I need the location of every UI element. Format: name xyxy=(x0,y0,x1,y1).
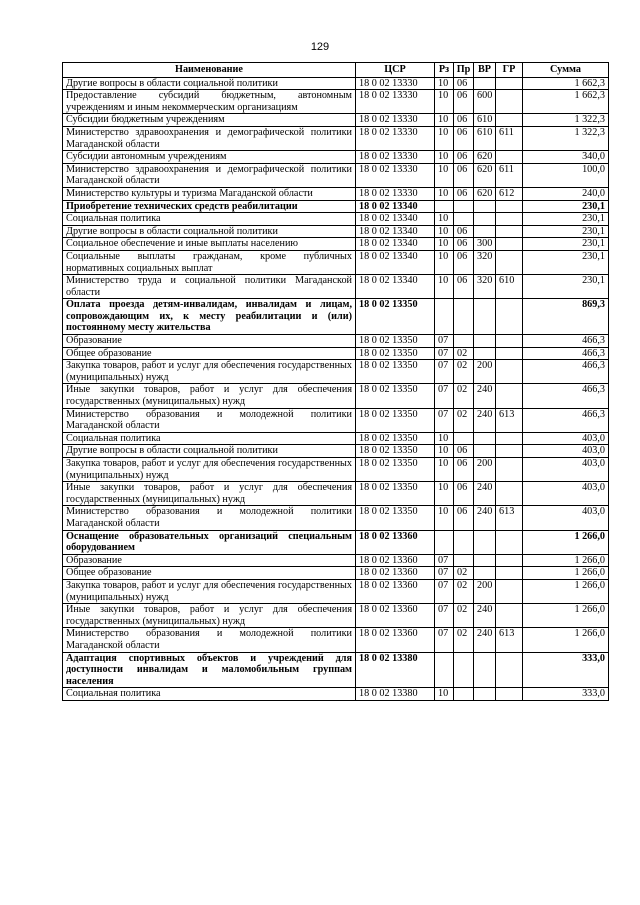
header-gr: ГР xyxy=(496,63,523,78)
cell-pr xyxy=(454,299,474,335)
cell-vr: 200 xyxy=(474,458,496,482)
cell-sum: 1 266,0 xyxy=(523,554,609,567)
cell-vr: 240 xyxy=(474,482,496,506)
cell-name: Министерство культуры и туризма Магаданской области xyxy=(63,187,356,200)
cell-rz: 10 xyxy=(435,225,454,238)
table-row xyxy=(63,187,609,200)
table-row xyxy=(63,347,609,360)
table-row xyxy=(63,299,609,335)
cell-gr xyxy=(496,90,523,114)
cell-gr xyxy=(496,604,523,628)
table-row xyxy=(63,200,609,213)
cell-rz xyxy=(435,652,454,688)
cell-csr: 18 0 02 13350 xyxy=(356,506,435,530)
cell-pr xyxy=(454,335,474,348)
cell-pr: 06 xyxy=(454,238,474,251)
cell-csr: 18 0 02 13340 xyxy=(356,275,435,299)
cell-sum: 230,1 xyxy=(523,225,609,238)
cell-name: Закупка товаров, работ и услуг для обеспечения государственных (муниципальных) нужд xyxy=(63,458,356,482)
cell-rz: 10 xyxy=(435,90,454,114)
cell-vr: 300 xyxy=(474,238,496,251)
cell-csr: 18 0 02 13340 xyxy=(356,200,435,213)
table-row xyxy=(63,151,609,164)
cell-vr xyxy=(474,688,496,701)
table-row xyxy=(63,506,609,530)
table-row xyxy=(63,579,609,603)
cell-csr: 18 0 02 13350 xyxy=(356,360,435,384)
cell-name: Общее образование xyxy=(63,347,356,360)
cell-sum: 403,0 xyxy=(523,458,609,482)
cell-csr: 18 0 02 13340 xyxy=(356,213,435,226)
cell-vr xyxy=(474,567,496,580)
cell-rz: 10 xyxy=(435,151,454,164)
cell-rz: 10 xyxy=(435,213,454,226)
table-body xyxy=(63,77,609,700)
cell-name: Иные закупки товаров, работ и услуг для обеспечения государственных (муниципальных) нужд xyxy=(63,482,356,506)
cell-sum: 1 266,0 xyxy=(523,628,609,652)
cell-rz: 07 xyxy=(435,567,454,580)
cell-name: Субсидии автономным учреждениям xyxy=(63,151,356,164)
cell-csr: 18 0 02 13380 xyxy=(356,688,435,701)
cell-name: Социальное обеспечение и иные выплаты населению xyxy=(63,238,356,251)
cell-rz: 10 xyxy=(435,250,454,274)
table-row xyxy=(63,458,609,482)
cell-name: Закупка товаров, работ и услуг для обеспечения государственных (муниципальных) нужд xyxy=(63,579,356,603)
cell-rz: 07 xyxy=(435,384,454,408)
cell-rz: 07 xyxy=(435,604,454,628)
cell-pr xyxy=(454,530,474,554)
cell-csr: 18 0 02 13350 xyxy=(356,384,435,408)
cell-vr: 620 xyxy=(474,187,496,200)
cell-pr: 02 xyxy=(454,567,474,580)
cell-sum: 230,1 xyxy=(523,238,609,251)
header-name: Наименование xyxy=(63,63,356,78)
cell-pr: 02 xyxy=(454,628,474,652)
cell-rz: 07 xyxy=(435,408,454,432)
cell-csr: 18 0 02 13330 xyxy=(356,126,435,150)
cell-rz: 07 xyxy=(435,554,454,567)
cell-name: Социальная политика xyxy=(63,213,356,226)
cell-name: Образование xyxy=(63,335,356,348)
cell-sum: 230,1 xyxy=(523,250,609,274)
cell-gr: 613 xyxy=(496,408,523,432)
cell-pr xyxy=(454,554,474,567)
cell-csr: 18 0 02 13350 xyxy=(356,335,435,348)
cell-pr: 06 xyxy=(454,275,474,299)
cell-sum: 466,3 xyxy=(523,384,609,408)
cell-csr: 18 0 02 13360 xyxy=(356,579,435,603)
table-row xyxy=(63,126,609,150)
cell-vr: 240 xyxy=(474,628,496,652)
cell-gr xyxy=(496,445,523,458)
table-row xyxy=(63,628,609,652)
cell-gr: 612 xyxy=(496,187,523,200)
cell-rz: 10 xyxy=(435,458,454,482)
table-header-row xyxy=(63,63,609,78)
cell-name: Оплата проезда детям-инвалидам, инвалидам и лицам, сопровождающим их, к месту реабилитации и (или) постоянному месту жительства xyxy=(63,299,356,335)
cell-name: Социальные выплаты гражданам, кроме публичных нормативных социальных выплат xyxy=(63,250,356,274)
cell-name: Министерство образования и молодежной политики Магаданской области xyxy=(63,628,356,652)
table-row xyxy=(63,163,609,187)
cell-gr xyxy=(496,458,523,482)
cell-name: Приобретение технических средств реабилитации xyxy=(63,200,356,213)
cell-csr: 18 0 02 13340 xyxy=(356,225,435,238)
cell-gr xyxy=(496,225,523,238)
cell-csr: 18 0 02 13350 xyxy=(356,347,435,360)
cell-sum: 1 266,0 xyxy=(523,604,609,628)
cell-name: Министерство образования и молодежной политики Магаданской области xyxy=(63,506,356,530)
cell-name: Социальная политика xyxy=(63,432,356,445)
cell-gr xyxy=(496,114,523,127)
cell-sum: 100,0 xyxy=(523,163,609,187)
cell-csr: 18 0 02 13360 xyxy=(356,530,435,554)
cell-sum: 466,3 xyxy=(523,360,609,384)
cell-name: Общее образование xyxy=(63,567,356,580)
cell-rz: 07 xyxy=(435,360,454,384)
cell-gr xyxy=(496,213,523,226)
cell-vr: 240 xyxy=(474,384,496,408)
cell-sum: 1 662,3 xyxy=(523,77,609,90)
table-row xyxy=(63,567,609,580)
cell-name: Министерство труда и социальной политики Магаданской области xyxy=(63,275,356,299)
cell-rz: 10 xyxy=(435,238,454,251)
cell-gr xyxy=(496,200,523,213)
table-row xyxy=(63,652,609,688)
cell-rz: 10 xyxy=(435,126,454,150)
cell-rz: 10 xyxy=(435,482,454,506)
cell-csr: 18 0 02 13380 xyxy=(356,652,435,688)
cell-csr: 18 0 02 13350 xyxy=(356,432,435,445)
cell-name: Другие вопросы в области социальной политики xyxy=(63,225,356,238)
table-row xyxy=(63,482,609,506)
cell-rz: 10 xyxy=(435,432,454,445)
cell-rz xyxy=(435,299,454,335)
table-row xyxy=(63,688,609,701)
header-vr: ВР xyxy=(474,63,496,78)
cell-name: Другие вопросы в области социальной политики xyxy=(63,77,356,90)
cell-pr: 02 xyxy=(454,347,474,360)
cell-pr: 06 xyxy=(454,482,474,506)
table-row xyxy=(63,554,609,567)
cell-sum: 466,3 xyxy=(523,335,609,348)
cell-pr xyxy=(454,432,474,445)
cell-vr xyxy=(474,347,496,360)
cell-sum: 466,3 xyxy=(523,347,609,360)
cell-pr: 02 xyxy=(454,579,474,603)
cell-vr xyxy=(474,299,496,335)
cell-rz: 07 xyxy=(435,579,454,603)
cell-gr xyxy=(496,151,523,164)
cell-sum: 333,0 xyxy=(523,652,609,688)
cell-pr: 06 xyxy=(454,151,474,164)
cell-pr: 06 xyxy=(454,114,474,127)
cell-sum: 230,1 xyxy=(523,213,609,226)
cell-vr xyxy=(474,200,496,213)
table-row xyxy=(63,238,609,251)
cell-name: Министерство здравоохранения и демографической политики Магаданской области xyxy=(63,126,356,150)
cell-name: Другие вопросы в области социальной политики xyxy=(63,445,356,458)
header-sum: Сумма xyxy=(523,63,609,78)
cell-gr: 613 xyxy=(496,506,523,530)
cell-vr xyxy=(474,77,496,90)
cell-csr: 18 0 02 13330 xyxy=(356,90,435,114)
cell-sum: 1 266,0 xyxy=(523,530,609,554)
cell-vr: 320 xyxy=(474,275,496,299)
cell-sum: 466,3 xyxy=(523,408,609,432)
cell-rz xyxy=(435,530,454,554)
cell-csr: 18 0 02 13350 xyxy=(356,458,435,482)
page-number: 129 xyxy=(310,41,330,53)
cell-name: Оснащение образовательных организаций специальным оборудованием xyxy=(63,530,356,554)
cell-vr: 200 xyxy=(474,360,496,384)
table-row xyxy=(63,335,609,348)
cell-pr: 06 xyxy=(454,225,474,238)
cell-rz: 10 xyxy=(435,688,454,701)
cell-gr xyxy=(496,482,523,506)
cell-csr: 18 0 02 13340 xyxy=(356,250,435,274)
cell-pr: 06 xyxy=(454,506,474,530)
cell-pr: 02 xyxy=(454,604,474,628)
cell-vr xyxy=(474,335,496,348)
cell-vr: 320 xyxy=(474,250,496,274)
cell-pr: 02 xyxy=(454,360,474,384)
cell-gr: 610 xyxy=(496,275,523,299)
table-row xyxy=(63,432,609,445)
cell-sum: 230,1 xyxy=(523,200,609,213)
cell-sum: 1 322,3 xyxy=(523,126,609,150)
table-row xyxy=(63,604,609,628)
header-pr: Пр xyxy=(454,63,474,78)
cell-pr xyxy=(454,213,474,226)
cell-vr: 600 xyxy=(474,90,496,114)
cell-rz xyxy=(435,200,454,213)
cell-sum: 340,0 xyxy=(523,151,609,164)
cell-sum: 1 662,3 xyxy=(523,90,609,114)
cell-vr xyxy=(474,445,496,458)
cell-vr: 240 xyxy=(474,604,496,628)
cell-vr: 200 xyxy=(474,579,496,603)
cell-csr: 18 0 02 13360 xyxy=(356,628,435,652)
cell-name: Предоставление субсидий бюджетным, автономным учреждениям и иным некоммерческим организациям xyxy=(63,90,356,114)
cell-rz: 10 xyxy=(435,77,454,90)
cell-csr: 18 0 02 13330 xyxy=(356,151,435,164)
cell-gr: 611 xyxy=(496,126,523,150)
cell-gr xyxy=(496,554,523,567)
cell-sum: 403,0 xyxy=(523,432,609,445)
cell-csr: 18 0 02 13360 xyxy=(356,554,435,567)
cell-pr: 06 xyxy=(454,250,474,274)
table-row xyxy=(63,384,609,408)
table-row xyxy=(63,445,609,458)
cell-sum: 403,0 xyxy=(523,482,609,506)
cell-csr: 18 0 02 13330 xyxy=(356,187,435,200)
table-row xyxy=(63,250,609,274)
cell-name: Министерство образования и молодежной политики Магаданской области xyxy=(63,408,356,432)
cell-pr: 06 xyxy=(454,126,474,150)
cell-gr xyxy=(496,347,523,360)
cell-vr: 610 xyxy=(474,114,496,127)
table-row xyxy=(63,408,609,432)
cell-name: Субсидии бюджетным учреждениям xyxy=(63,114,356,127)
cell-gr xyxy=(496,530,523,554)
cell-csr: 18 0 02 13340 xyxy=(356,238,435,251)
cell-vr: 610 xyxy=(474,126,496,150)
cell-vr xyxy=(474,225,496,238)
cell-pr: 06 xyxy=(454,458,474,482)
cell-vr xyxy=(474,554,496,567)
cell-gr xyxy=(496,652,523,688)
cell-pr xyxy=(454,200,474,213)
cell-sum: 869,3 xyxy=(523,299,609,335)
cell-sum: 333,0 xyxy=(523,688,609,701)
cell-gr: 613 xyxy=(496,628,523,652)
cell-gr xyxy=(496,360,523,384)
cell-gr xyxy=(496,238,523,251)
cell-vr xyxy=(474,213,496,226)
budget-table xyxy=(62,62,609,701)
cell-csr: 18 0 02 13330 xyxy=(356,77,435,90)
cell-csr: 18 0 02 13360 xyxy=(356,604,435,628)
cell-sum: 403,0 xyxy=(523,506,609,530)
cell-name: Министерство здравоохранения и демографической политики Магаданской области xyxy=(63,163,356,187)
cell-csr: 18 0 02 13350 xyxy=(356,299,435,335)
cell-gr: 611 xyxy=(496,163,523,187)
cell-rz: 10 xyxy=(435,506,454,530)
cell-name: Закупка товаров, работ и услуг для обеспечения государственных (муниципальных) нужд xyxy=(63,360,356,384)
table-row xyxy=(63,90,609,114)
cell-pr: 02 xyxy=(454,384,474,408)
cell-vr: 240 xyxy=(474,408,496,432)
cell-name: Социальная политика xyxy=(63,688,356,701)
table-row xyxy=(63,225,609,238)
cell-rz: 10 xyxy=(435,445,454,458)
cell-gr xyxy=(496,77,523,90)
header-rz: Рз xyxy=(435,63,454,78)
cell-csr: 18 0 02 13350 xyxy=(356,482,435,506)
cell-sum: 403,0 xyxy=(523,445,609,458)
cell-rz: 10 xyxy=(435,275,454,299)
cell-csr: 18 0 02 13360 xyxy=(356,567,435,580)
cell-pr: 06 xyxy=(454,445,474,458)
cell-csr: 18 0 02 13330 xyxy=(356,163,435,187)
cell-csr: 18 0 02 13350 xyxy=(356,408,435,432)
cell-gr xyxy=(496,384,523,408)
cell-rz: 10 xyxy=(435,114,454,127)
cell-rz: 10 xyxy=(435,163,454,187)
table-row xyxy=(63,275,609,299)
cell-vr xyxy=(474,530,496,554)
cell-name: Образование xyxy=(63,554,356,567)
cell-vr: 620 xyxy=(474,151,496,164)
cell-name: Иные закупки товаров, работ и услуг для обеспечения государственных (муниципальных) нужд xyxy=(63,384,356,408)
cell-gr xyxy=(496,567,523,580)
table-row xyxy=(63,213,609,226)
cell-pr: 02 xyxy=(454,408,474,432)
cell-pr xyxy=(454,652,474,688)
cell-name: Иные закупки товаров, работ и услуг для обеспечения государственных (муниципальных) нужд xyxy=(63,604,356,628)
cell-vr xyxy=(474,432,496,445)
cell-sum: 1 266,0 xyxy=(523,579,609,603)
table-row xyxy=(63,114,609,127)
table-row xyxy=(63,77,609,90)
cell-csr: 18 0 02 13350 xyxy=(356,445,435,458)
cell-gr xyxy=(496,579,523,603)
cell-pr: 06 xyxy=(454,163,474,187)
cell-pr xyxy=(454,688,474,701)
cell-name: Адаптация спортивных объектов и учреждений для доступности инвалидам и маломобильным группам населения xyxy=(63,652,356,688)
cell-vr: 620 xyxy=(474,163,496,187)
cell-sum: 230,1 xyxy=(523,275,609,299)
cell-gr xyxy=(496,299,523,335)
cell-vr: 240 xyxy=(474,506,496,530)
cell-sum: 1 266,0 xyxy=(523,567,609,580)
header-csr: ЦСР xyxy=(356,63,435,78)
table-row xyxy=(63,360,609,384)
cell-rz: 10 xyxy=(435,187,454,200)
cell-gr xyxy=(496,688,523,701)
cell-sum: 1 322,3 xyxy=(523,114,609,127)
cell-pr: 06 xyxy=(454,90,474,114)
cell-gr xyxy=(496,335,523,348)
cell-rz: 07 xyxy=(435,628,454,652)
table-row xyxy=(63,530,609,554)
cell-gr xyxy=(496,432,523,445)
cell-rz: 07 xyxy=(435,347,454,360)
cell-rz: 07 xyxy=(435,335,454,348)
cell-gr xyxy=(496,250,523,274)
cell-pr: 06 xyxy=(454,187,474,200)
cell-sum: 240,0 xyxy=(523,187,609,200)
cell-vr xyxy=(474,652,496,688)
cell-pr: 06 xyxy=(454,77,474,90)
cell-csr: 18 0 02 13330 xyxy=(356,114,435,127)
